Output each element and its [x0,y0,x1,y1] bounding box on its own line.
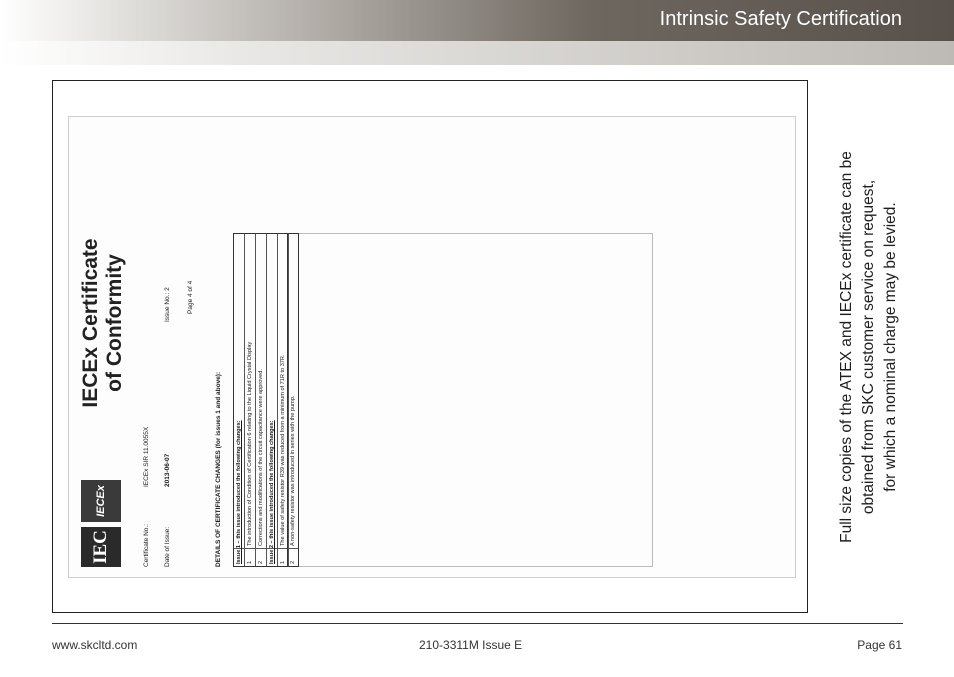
table-row: 1 The value of safety resistor R39 was reduced from a minimum of 71R to 37R. [278,234,289,566]
certificate-page [69,231,796,577]
table-row: Issue 2 – this issue introduced the following changes: [267,234,278,566]
changes-table [233,233,288,567]
page-of-pages: Page 4 of 4 [187,280,194,314]
iecex-logo: IECEx [81,480,121,522]
changes-heading: DETAILS OF CERTIFICATE CHANGES (for issues 1 and above): [215,371,222,567]
page-title: Intrinsic Safety Certification [659,8,902,30]
changes-table-last-row [288,233,299,567]
certificate-title [79,235,127,411]
table-row: 2 A non-safety resistor was introduced in series with the pump. [290,395,296,564]
side-note-line3: for which a nominal charge may be levied. [882,202,899,492]
certificate-sheet [68,116,796,578]
date-of-issue-value: 2013-06-07 [164,453,171,487]
date-of-issue-label: Date of Issue: [164,526,171,567]
header-bar [0,0,954,41]
footer-document-number: 210-3311M Issue E [419,638,523,652]
side-note-line1: Full size copies of the ATEX and IECEx certificate can be [838,151,855,543]
side-note-line2: obtained from SKC customer service on request, [860,179,877,515]
issue-number: Issue No.: 2 [164,287,171,322]
certificate-frame [52,80,808,613]
table-row: 1 The introduction of Condition of Certification 6 relating to the Liquid Crystal Display [245,234,256,566]
table-row: 2 Corrections and modifications of the circuit capacitance were approved. [256,234,267,566]
certificate-title-line1: IECEx Certificate [79,238,102,408]
certificate-title-line2: of Conformity [103,254,126,392]
certificate-no-value: IECEx SIR 11.0055X [143,426,150,487]
header-stripe [0,41,954,65]
blank-area [299,233,653,567]
side-note [836,129,902,565]
footer-divider [52,623,903,624]
certificate-no-label: Certificate No.: [143,524,150,567]
table-row: Issue 1 – this issue introduced the following changes: [234,234,245,566]
footer-page-number: Page 61 [857,638,902,652]
footer-website: www.skcltd.com [52,638,138,652]
iec-logo: IEC [81,527,121,567]
